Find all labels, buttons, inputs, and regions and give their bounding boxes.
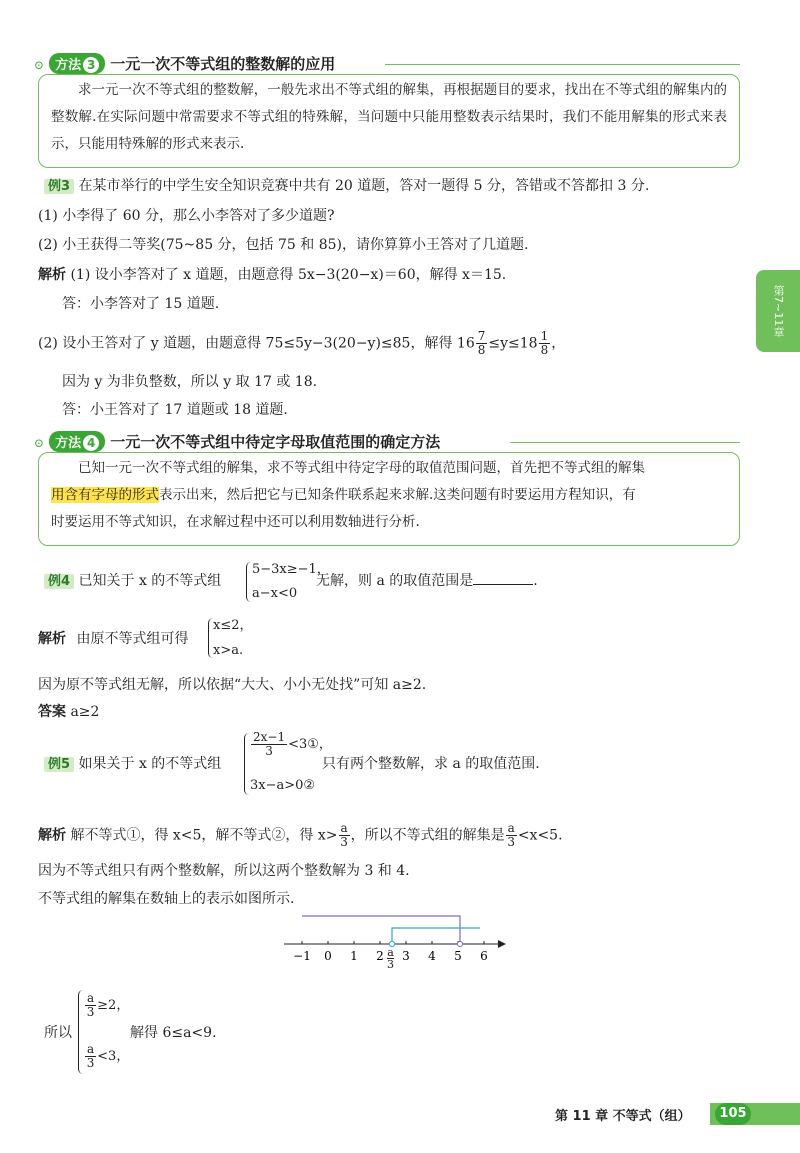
bullet-icon: ⊙ [34,58,45,72]
footer-chapter: 第 11 章 不等式（组） [555,1109,691,1124]
ex3-stem-line [44,177,649,196]
answer-blank [473,584,533,585]
ex3-stem: 在某市举行的中学生安全知识竞赛中共有 20 道题，答对一题得 5 分，答错或不答都扣 3 分. [78,178,650,194]
ex5-ineq1: $\frac{2x-1}{3}$ <3①， [253,730,332,758]
ex5-line2: 因为不等式组只有两个整数解，所以这两个整数解为 3 和 4. [38,863,410,879]
number-line [280,910,510,980]
method3-title: 一元一次不等式组的整数解的应用 [110,55,336,73]
ex3-reason: 因为 y 为非负整数，所以 y 取 17 或 18. [62,374,318,390]
solution-bound-lower [392,928,480,944]
ex3-answer1: 答：小李答对了 15 道题. [62,296,220,312]
axis-tick-label: 2 [376,949,384,963]
ex4-sol-tag: 解析 [38,631,66,647]
axis-tick-label: 3 [402,949,410,963]
ex3-sol2-mid: ≤y≤18 [488,335,538,352]
axis-tick-label: 5 [454,949,462,963]
method4-text3: 时要运用不等式知识，在求解过程中还可以利用数轴进行分析. [51,514,420,530]
ex5-so: 所以 [44,1025,72,1041]
bullet-icon: ⊙ [34,436,45,450]
ex3-sol2-end: ， [551,335,566,352]
method3-box [38,74,740,168]
ex4-post-line: 无解，则 a 的取值范围是 . [316,573,538,589]
open-point [457,941,462,946]
method4-header [34,431,440,452]
axis-arrow [498,940,506,948]
axis-tick-label: 0 [324,949,332,963]
ex3-q2: (2) 小王获得二等奖(75~85 分，包括 75 和 85)，请你算算小王答对了几道题. [38,237,529,253]
ex4-sol-ineq1: x≤2， [213,618,253,633]
ex5-line [44,755,221,774]
ex3-sol2-line [38,330,565,357]
ex5-sol-tag: 解析 [38,827,66,844]
method3-text: 求一元一次不等式组的整数解，一般先求出不等式组的解集，再根据题目的要求，找出在不等式组的解集内的整数解.在实际问题中常需要求不等式组的特殊解，当问题中只能用整数表示结果时，我们不能用解集的形式来表示，只能用特殊解的形式来表示. [51,82,727,152]
ex5-ineq2: 3x−a>0② [250,778,316,793]
ex3-sol1: (1) 设小李答对了 x 道题，由题意得 5x−3(20−x)＝60，解得 x＝15. [70,267,507,283]
brace [246,562,251,602]
ex4-line [44,572,221,591]
method4-badge: 方法 4 [49,431,105,452]
ex4-tag: 例4 [44,574,74,589]
method3-header [34,53,335,74]
brace [244,733,249,795]
divider [510,442,740,443]
ex5-sol-line: 解析 解不等式①，得 x<5，解不等式②，得 x> $\frac{a}{3}$ ，所以不等式组的解集是 $\frac{a}{3}$ <x<5. [38,821,563,849]
ex3-sol2-text: (2) 设小王答对了 y 道题，由题意得 75≤5y−3(20−y)≤85，解得 16 [38,335,475,352]
method4-text2: 用含有字母的形式表示出来，然后把它与已知条件联系起来求解.这类问题有时要运用方程知识，有 [51,487,636,503]
ex4-ineq1: 5−3x≥−1， [252,562,330,577]
page-number: 105 [715,1103,751,1125]
ex4-ans-tag: 答案 [38,704,66,720]
method3-badge: 方法 3 [49,53,105,74]
ex4-reason: 因为原不等式组无解，所以依据“大大、小小无处找”可知 a≥2. [38,677,427,693]
ex5-result: 解得 6≤a<9. [130,1025,217,1041]
ex3-sol-tag: 解析 [38,267,66,283]
ex5-cond2: $\frac{a}{3}$ <3， [86,1042,130,1070]
ex5-tag: 例5 [44,757,74,772]
ex4-sol-line [38,630,188,648]
highlight: 用含有字母的形式 [51,487,159,503]
solution-bound-upper [302,916,460,944]
ex4-answer-line [38,703,99,721]
method4-title: 一元一次不等式组中待定字母取值范围的确定方法 [110,433,441,451]
ex5-pre: 如果关于 x 的不等式组 [78,756,222,772]
axis-tick-label: −1 [293,949,311,963]
divider [385,64,740,65]
ex4-answer: a≥2 [70,704,100,720]
ex4-ineq2: a−x<0 [252,586,298,601]
fraction: $\frac{1}{8}$ [540,329,549,357]
axis-tick-label: 1 [350,949,358,963]
fraction: $\frac{7}{8}$ [477,329,486,357]
axis-tick-label: 6 [480,949,488,963]
chapter-side-tab: 第7~11章 [756,270,800,352]
ex3-answer2: 答：小王答对了 17 道题或 18 道题. [62,402,288,418]
ex4-sol-ineq2: x>a. [213,643,244,658]
method4-box [38,452,740,546]
ex3-tag: 例3 [44,179,74,194]
ex5-post: 只有两个整数解，求 a 的取值范围. [322,756,540,772]
ex3-sol1-line [38,266,506,284]
ex4-pre: 已知关于 x 的不等式组 [78,573,222,589]
ex5-cond1: $\frac{a}{3}$ ≥2， [86,991,130,1019]
ex5-line3: 不等式组的解集在数轴上的表示如图所示. [38,891,295,907]
ex3-q1: (1) 小李得了 60 分，那么小李答对了多少道题? [38,208,335,224]
ex4-sol-pre: 由原不等式组可得 [76,631,189,647]
axis-a-over-3: a 3 [387,946,394,971]
method4-text1: 已知一元一次不等式组的解集，求不等式组中待定字母的取值范围问题，首先把不等式组的解集 [78,460,645,476]
axis-tick-label: 4 [428,949,436,963]
brace [78,990,83,1074]
